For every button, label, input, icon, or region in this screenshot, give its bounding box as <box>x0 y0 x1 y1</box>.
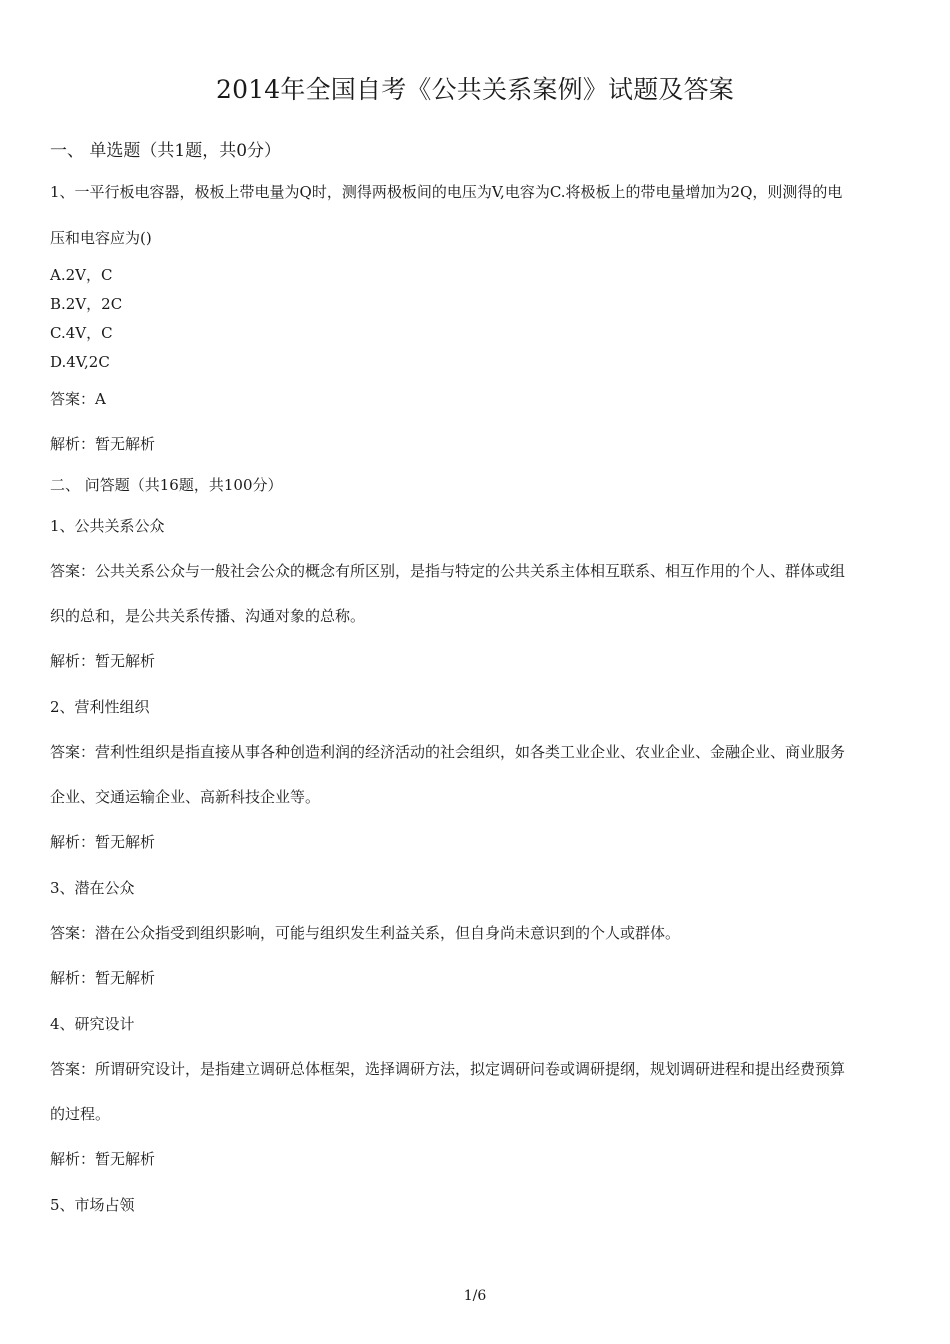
question-text-line: 1、一平行板电容器，极板上带电量为Q时，测得两极板间的电压为V,电容为C.将极板上的带电量增加为2Q，则测得的电 <box>50 183 843 201</box>
analysis-text: 解析：暂无解析 <box>50 1150 156 1168</box>
answer-text: 织的总和，是公共关系传播、沟通对象的总称。 <box>50 607 366 625</box>
option-a: A.2V，C <box>50 266 113 284</box>
answer-text: 答案：A <box>50 390 106 408</box>
analysis-text: 解析：暂无解析 <box>50 652 156 670</box>
answer-text: 答案：公共关系公众与一般社会公众的概念有所区别，是指与特定的公共关系主体相互联系、相互作用的个人、群体或组 <box>50 562 846 580</box>
answer-text: 答案：所谓研究设计，是指建立调研总体框架，选择调研方法，拟定调研问卷或调研提纲，规划调研进程和提出经费预算 <box>50 1060 846 1078</box>
answer-text: 的过程。 <box>50 1105 111 1123</box>
page-number: 1/6 <box>463 1288 487 1304</box>
question-title: 1、公共关系公众 <box>50 517 165 535</box>
question-text-line: 压和电容应为() <box>50 229 152 247</box>
section-heading-qa: 二、 问答题（共16题，共100分） <box>50 476 283 494</box>
question-title: 5、市场占领 <box>50 1196 135 1214</box>
question-title: 3、潜在公众 <box>50 879 135 897</box>
option-b: B.2V，2C <box>50 295 123 313</box>
document-title: 2014年全国自考《公共关系案例》试题及答案 <box>215 75 735 104</box>
answer-text: 答案：营利性组织是指直接从事各种创造利润的经济活动的社会组织，如各类工业企业、农业企业、金融企业、商业服务 <box>50 743 846 761</box>
option-d: D.4V,2C <box>50 353 110 371</box>
section-heading-single-choice: 一、 单选题（共1题，共0分） <box>50 141 282 161</box>
question-title: 2、营利性组织 <box>50 698 150 716</box>
option-c: C.4V，C <box>50 324 113 342</box>
analysis-text: 解析：暂无解析 <box>50 833 156 851</box>
analysis-text: 解析：暂无解析 <box>50 435 156 453</box>
question-title: 4、研究设计 <box>50 1015 135 1033</box>
answer-text: 答案：潜在公众指受到组织影响，可能与组织发生利益关系，但自身尚未意识到的个人或群体。 <box>50 924 681 942</box>
answer-text: 企业、交通运输企业、高新科技企业等。 <box>50 788 321 806</box>
analysis-text: 解析：暂无解析 <box>50 969 156 987</box>
